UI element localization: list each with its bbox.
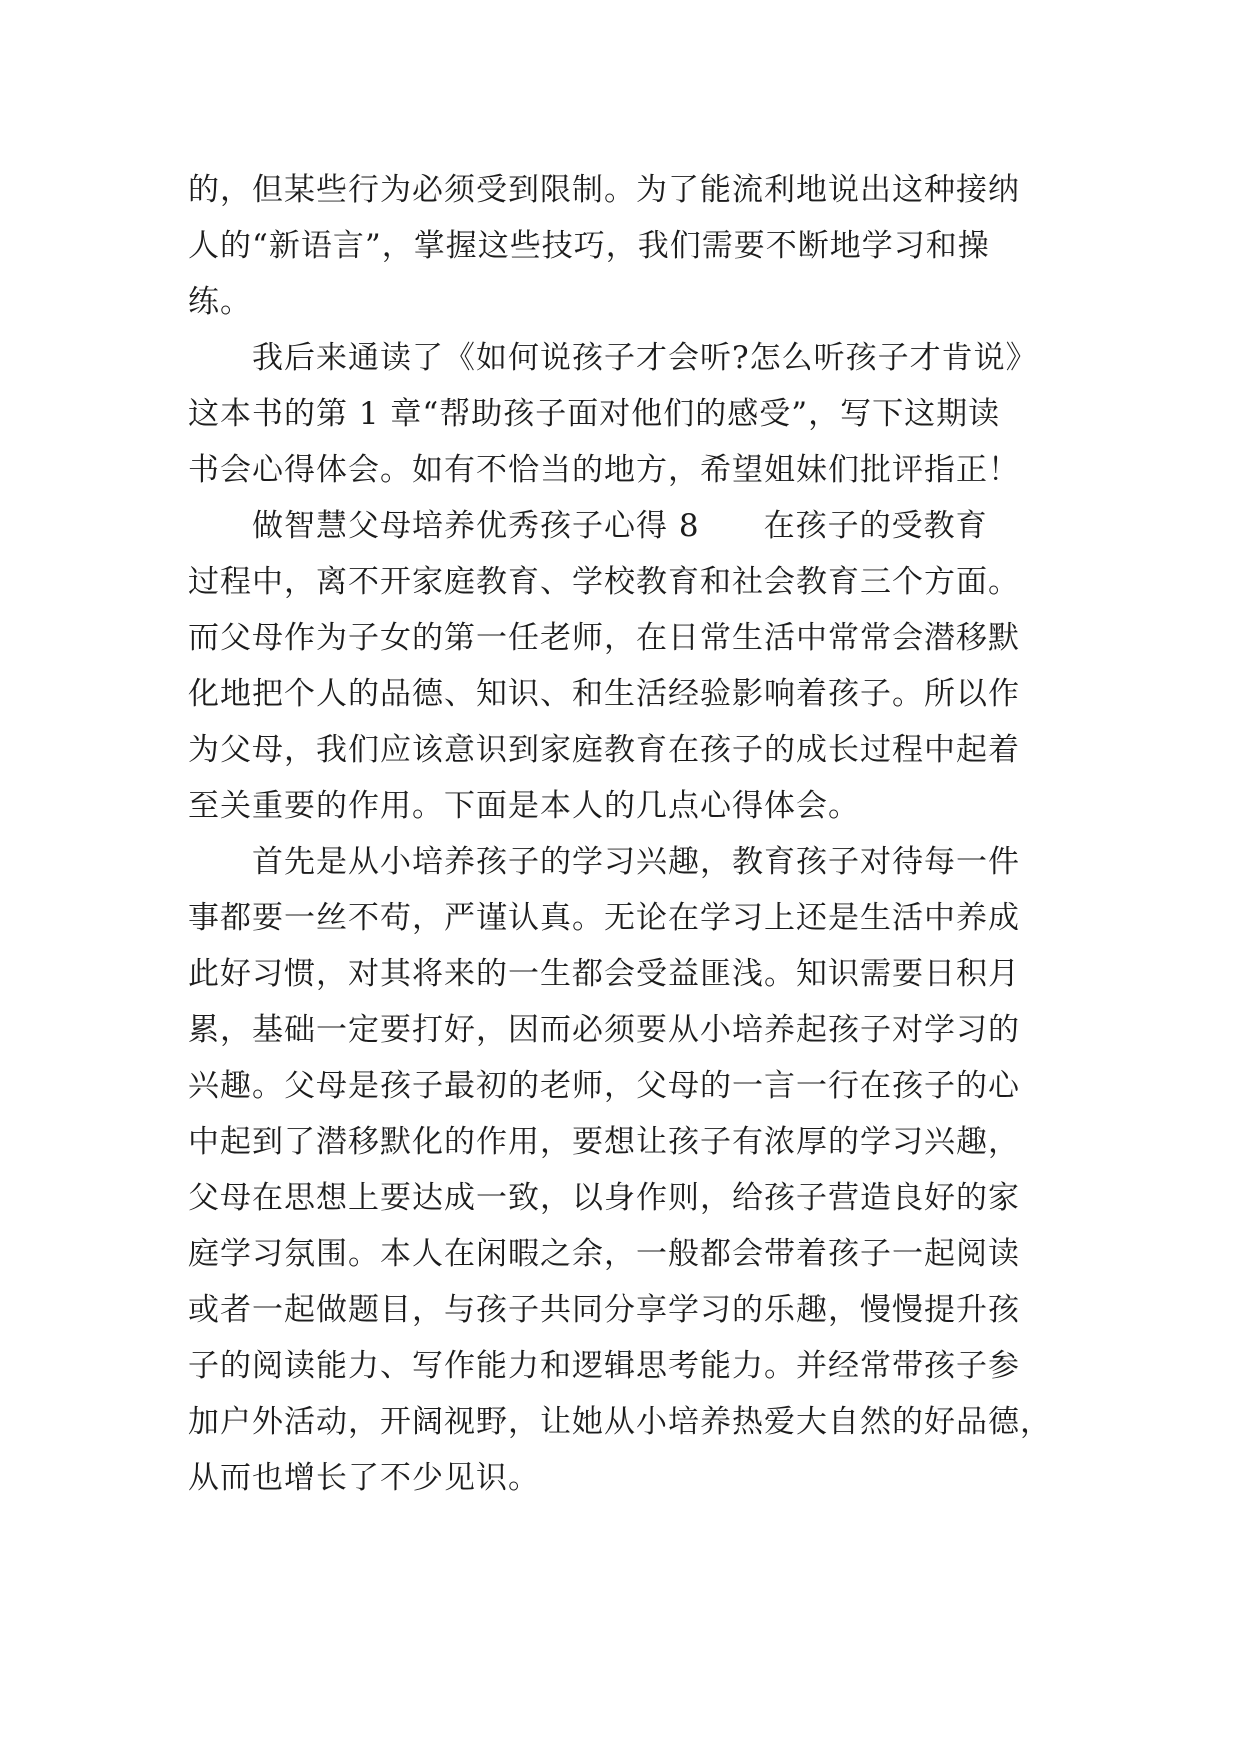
text-line: 的，但某些行为必须受到限制。为了能流利地说出这种接纳: [188, 172, 1020, 208]
text-line: 书会心得体会。如有不恰当的地方，希望姐妹们批评指正！: [188, 452, 1020, 488]
text-line: 中起到了潜移默化的作用，要想让孩子有浓厚的学习兴趣，: [188, 1124, 1020, 1160]
text-line: 首先是从小培养孩子的学习兴趣，教育孩子对待每一件: [252, 844, 1020, 880]
text-line: 而父母作为子女的第一任老师，在日常生活中常常会潜移默: [188, 620, 1020, 656]
text-line: 至关重要的作用。下面是本人的几点心得体会。: [188, 788, 860, 824]
text-line: 加户外活动，开阔视野，让她从小培养热爱大自然的好品德，: [188, 1404, 1052, 1440]
text-line: 兴趣。父母是孩子最初的老师，父母的一言一行在孩子的心: [188, 1068, 1020, 1104]
text-line: 人的“新语言”，掌握这些技巧，我们需要不断地学习和操: [188, 228, 990, 264]
text-line: 从而也增长了不少见识。: [188, 1460, 540, 1496]
text-line: 此好习惯，对其将来的一生都会受益匪浅。知识需要日积月: [188, 956, 1020, 992]
text-line: 庭学习氛围。本人在闲暇之余，一般都会带着孩子一起阅读: [188, 1236, 1020, 1272]
text-line: 化地把个人的品德、知识、和生活经验影响着孩子。所以作: [188, 676, 1020, 712]
text-line: 这本书的第 1 章“帮助孩子面对他们的感受”，写下这期读: [188, 396, 1001, 432]
text-line: 练。: [188, 284, 252, 320]
text-line: 做智慧父母培养优秀孩子心得 8 在孩子的受教育: [252, 508, 988, 544]
text-line: 过程中，离不开家庭教育、学校教育和社会教育三个方面。: [188, 564, 1020, 600]
text-line: 累，基础一定要打好，因而必须要从小培养起孩子对学习的: [188, 1012, 1020, 1048]
text-line: 事都要一丝不苟，严谨认真。无论在学习上还是生活中养成: [188, 900, 1020, 936]
text-line: 父母在思想上要达成一致，以身作则，给孩子营造良好的家: [188, 1180, 1020, 1216]
text-line: 为父母，我们应该意识到家庭教育在孩子的成长过程中起着: [188, 732, 1020, 768]
text-line: 或者一起做题目，与孩子共同分享学习的乐趣，慢慢提升孩: [188, 1292, 1020, 1328]
text-line: 我后来通读了《如何说孩子才会听?怎么听孩子才肯说》: [252, 340, 1038, 376]
text-line: 子的阅读能力、写作能力和逻辑思考能力。并经常带孩子参: [188, 1348, 1020, 1384]
document-body: [188, 162, 1058, 1506]
